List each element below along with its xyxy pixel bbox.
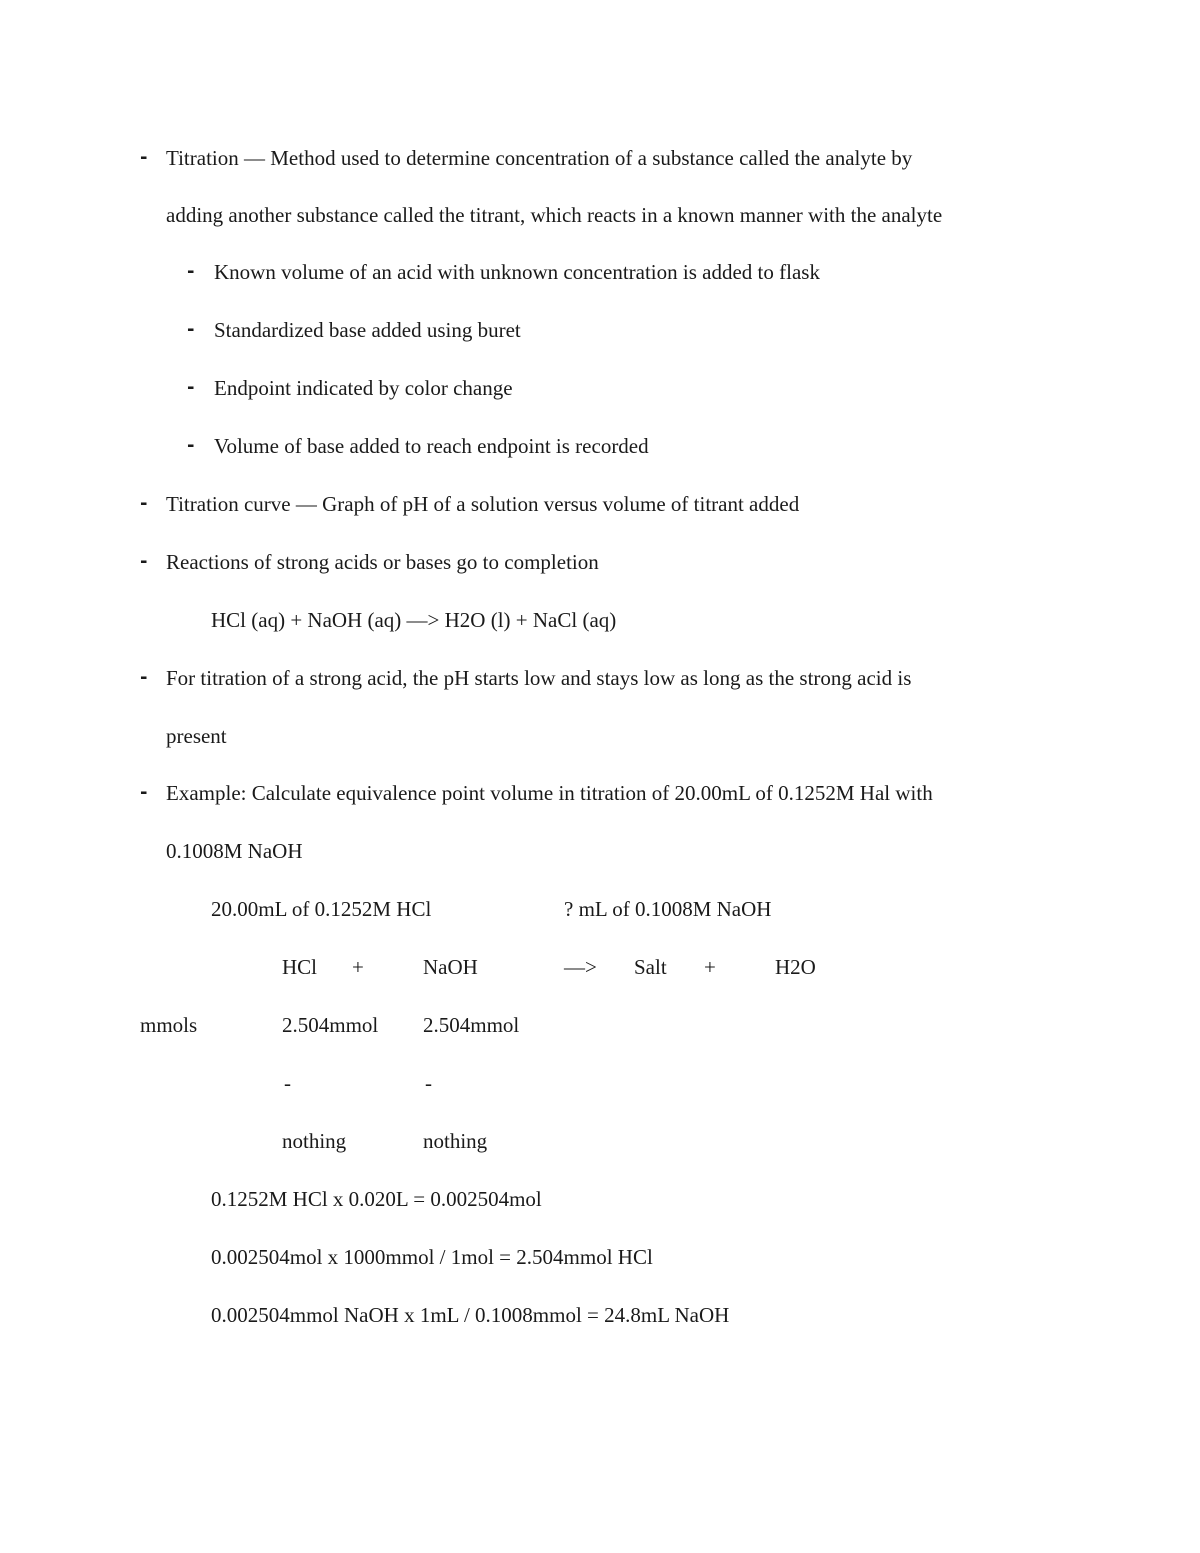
titration-definition-line2: adding another substance called the titrant, which reacts in a known manner with the analyte: [166, 203, 943, 227]
strong-acid-ph-line1: For titration of a strong acid, the pH starts low and stays low as long as the strong acid is: [166, 666, 912, 690]
strong-reactions-note: Reactions of strong acids or bases go to completion: [166, 550, 599, 574]
final-naoh: nothing: [423, 1129, 488, 1153]
reactant-naoh: NaOH: [423, 955, 478, 979]
sub-bullet-known-volume: Known volume of an acid with unknown concentration is added to flask: [214, 260, 820, 284]
bullet-dash: -: [140, 493, 148, 514]
sub-bullet-dash: -: [187, 319, 195, 340]
calculation-mmol-conversion: 0.002504mol x 1000mmol / 1mol = 2.504mmol HCl: [211, 1245, 653, 1269]
given-base: ? mL of 0.1008M NaOH: [564, 897, 772, 921]
sub-bullet-dash: -: [187, 261, 195, 282]
titration-curve-definition: Titration curve — Graph of pH of a solution versus volume of titrant added: [166, 492, 800, 516]
calculation-moles-hcl: 0.1252M HCl x 0.020L = 0.002504mol: [211, 1187, 542, 1211]
change-naoh: -: [425, 1071, 432, 1095]
plus-sign: +: [704, 955, 716, 979]
plus-sign: +: [352, 955, 364, 979]
strong-acid-ph-line2: present: [166, 724, 227, 748]
change-hcl: -: [284, 1071, 291, 1095]
titration-definition-line1: Titration — Method used to determine concentration of a substance called the analyte by: [166, 146, 913, 170]
bullet-dash: -: [140, 782, 148, 803]
bullet-dash: -: [140, 551, 148, 572]
initial-naoh-mmol: 2.504mmol: [423, 1013, 520, 1037]
given-acid: 20.00mL of 0.1252M HCl: [211, 897, 432, 921]
product-salt: Salt: [634, 955, 667, 979]
initial-hcl-mmol: 2.504mmol: [282, 1013, 379, 1037]
sub-bullet-standardized-base: Standardized base added using buret: [214, 318, 521, 342]
reaction-arrow: —>: [564, 955, 597, 979]
reaction-equation: HCl (aq) + NaOH (aq) —> H2O (l) + NaCl (aq): [211, 608, 617, 632]
example-line1: Example: Calculate equivalence point volume in titration of 20.00mL of 0.1252M Hal with: [166, 781, 933, 805]
calculation-naoh-volume: 0.002504mmol NaOH x 1mL / 0.1008mmol = 24.8mL NaOH: [211, 1303, 730, 1327]
sub-bullet-endpoint: Endpoint indicated by color change: [214, 376, 513, 400]
product-water: H2O: [775, 955, 816, 979]
bullet-dash: -: [140, 667, 148, 688]
sub-bullet-dash: -: [187, 377, 195, 398]
example-line2: 0.1008M NaOH: [166, 839, 303, 863]
bullet-dash: -: [140, 147, 148, 168]
final-hcl: nothing: [282, 1129, 347, 1153]
sub-bullet-volume-recorded: Volume of base added to reach endpoint is recorded: [214, 434, 649, 458]
reactant-hcl: HCl: [282, 955, 318, 979]
sub-bullet-dash: -: [187, 435, 195, 456]
row-label-mmols: mmols: [140, 1013, 198, 1037]
